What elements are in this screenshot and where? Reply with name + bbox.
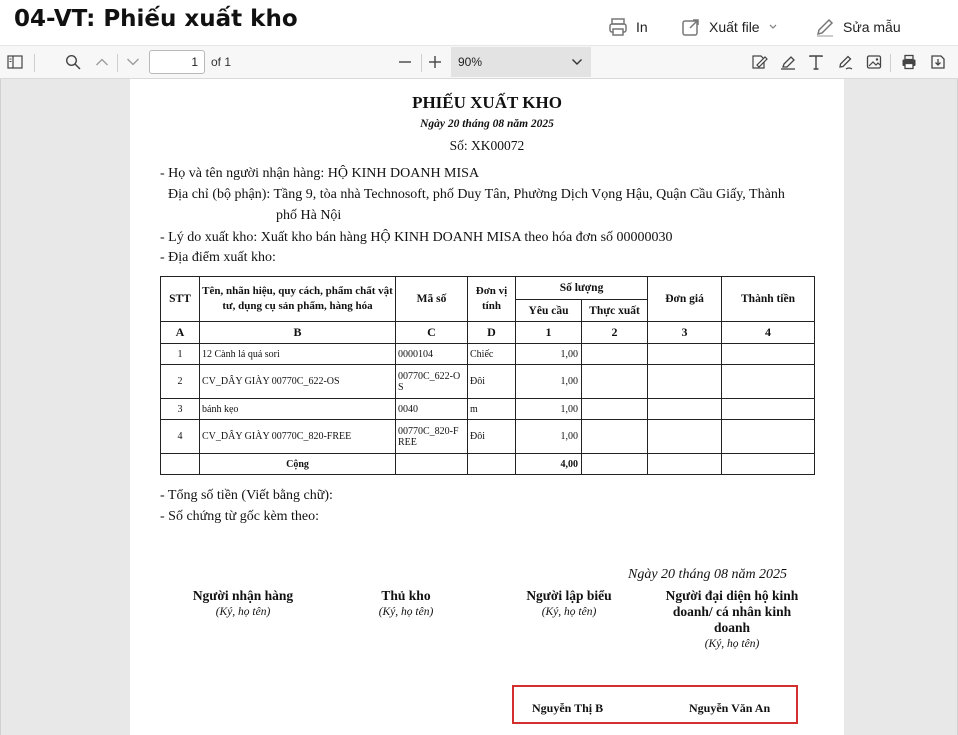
column-letter: B <box>200 322 396 344</box>
cell-stt: 1 <box>161 344 200 365</box>
cell-qty-required: 1,00 <box>516 399 582 420</box>
column-letter: A <box>161 322 200 344</box>
column-letter: 4 <box>722 322 815 344</box>
cell-qty-actual <box>582 420 648 454</box>
table-row <box>161 399 815 420</box>
document-date: Ngày 20 tháng 08 năm 2025 <box>420 118 554 130</box>
header-amount: Thành tiền <box>722 277 815 322</box>
signature-receiver <box>174 588 312 618</box>
items-table <box>160 276 815 475</box>
cell-code: 00770C_622-OS <box>396 365 468 399</box>
table-total-row <box>161 454 815 475</box>
edit-template-button[interactable] <box>815 14 901 40</box>
zoom-select[interactable] <box>451 47 591 77</box>
column-letter: 1 <box>516 322 582 344</box>
cell-amount <box>722 399 815 420</box>
image-icon[interactable] <box>863 51 885 73</box>
table-row <box>161 420 815 454</box>
signature-preparer <box>499 588 639 618</box>
address-line-2: phố Hà Nội <box>276 208 342 223</box>
cell-code <box>396 454 468 475</box>
cell-code: 0040 <box>396 399 468 420</box>
pdf-viewer[interactable] <box>0 79 958 735</box>
cell-unit: Chiếc <box>468 344 516 365</box>
pencil-icon <box>815 17 835 37</box>
cell-name: bánh kẹo <box>200 399 396 420</box>
cell-price <box>648 420 722 454</box>
title-bar <box>0 0 958 46</box>
column-letter: D <box>468 322 516 344</box>
table-row <box>161 365 815 399</box>
print-label: In <box>636 19 648 35</box>
location-line: - Địa điểm xuất kho: <box>160 250 276 265</box>
address-line-1: Địa chỉ (bộ phận): Tầng 9, tòa nhà Technosoft, phố Duy Tân, Phường Dịch Vọng Hậu, Quận Cầu Giấy, Thành <box>168 187 785 202</box>
chevron-up-icon[interactable] <box>91 51 113 73</box>
toolbar-divider <box>421 54 422 72</box>
header-qty: Số lượng <box>516 277 648 300</box>
sidebar-toggle-icon[interactable] <box>4 51 26 73</box>
total-words-line: - Tổng số tiền (Viết bằng chữ): <box>160 488 333 503</box>
document-title: PHIẾU XUẤT KHO <box>412 93 562 112</box>
pdf-page <box>130 79 844 735</box>
cell-qty-actual <box>582 344 648 365</box>
attached-docs-line: - Số chứng từ gốc kèm theo: <box>160 509 320 524</box>
edit-template-label: Sửa mẫu <box>843 19 901 35</box>
cell-qty-required: 1,00 <box>516 344 582 365</box>
signature-role: Người lập biểu <box>526 588 612 603</box>
cell-qty-actual <box>582 454 648 475</box>
cell-unit <box>468 454 516 475</box>
page-total: of 1 <box>211 55 232 69</box>
cell-unit: Đôi <box>468 365 516 399</box>
chevron-down-icon <box>571 56 583 70</box>
signature-role: Thủ kho <box>381 588 431 603</box>
toolbar-divider <box>117 54 118 72</box>
save-icon[interactable] <box>927 51 949 73</box>
signer-name-representative: Nguyễn Văn An <box>689 701 771 715</box>
chevron-down-icon <box>768 22 778 32</box>
signer-name-preparer: Nguyễn Thị B <box>532 701 604 715</box>
column-letter: C <box>396 322 468 344</box>
signature-hint: (Ký, họ tên) <box>378 606 434 618</box>
cell-unit: Đôi <box>468 420 516 454</box>
cell-price <box>648 344 722 365</box>
cell-qty-required: 1,00 <box>516 365 582 399</box>
cell-qty-actual <box>582 399 648 420</box>
header-stt: STT <box>161 277 200 322</box>
chevron-down-icon[interactable] <box>122 51 144 73</box>
header-unit: Đơn vị tính <box>468 277 516 322</box>
sign-icon[interactable] <box>749 51 771 73</box>
toolbar-divider <box>890 54 891 72</box>
cell-qty-required: 1,00 <box>516 420 582 454</box>
cell-name: CV_DÂY GIÀY 00770C_820-FREE <box>200 420 396 454</box>
recipient-line: - Họ và tên người nhận hàng: HỘ KINH DOANH MISA <box>160 166 480 181</box>
cell-stt: 2 <box>161 365 200 399</box>
plus-icon[interactable] <box>424 51 446 73</box>
cell-amount <box>722 344 815 365</box>
cell-stt <box>161 454 200 475</box>
print-button[interactable] <box>608 14 648 40</box>
export-label: Xuất file <box>709 19 760 35</box>
header-qty-actual: Thực xuất <box>582 300 648 322</box>
cell-price <box>648 399 722 420</box>
highlight-icon[interactable] <box>777 51 799 73</box>
export-file-button[interactable] <box>681 14 778 40</box>
total-label: Cộng <box>200 454 396 475</box>
header-name: Tên, nhãn hiệu, quy cách, phẩm chất vật tư, dụng cụ sản phẩm, hàng hóa <box>200 277 396 322</box>
page-number-input[interactable] <box>149 50 205 74</box>
signature-hint: (Ký, họ tên) <box>215 606 271 618</box>
text-icon[interactable] <box>805 51 827 73</box>
signature-role: Người đại diện hộ kinh doanh/ cá nhân kinh doanh <box>665 588 799 635</box>
cell-stt: 3 <box>161 399 200 420</box>
cell-qty-actual <box>582 365 648 399</box>
signature-hint: (Ký, họ tên) <box>541 606 597 618</box>
export-icon <box>681 17 701 37</box>
print-icon[interactable] <box>898 51 920 73</box>
minus-icon[interactable] <box>394 51 416 73</box>
signature-representative <box>655 588 809 650</box>
cell-name: CV_DÂY GIÀY 00770C_622-OS <box>200 365 396 399</box>
table-row <box>161 344 815 365</box>
cell-price <box>648 365 722 399</box>
signature-role: Người nhận hàng <box>192 588 294 603</box>
toolbar-divider <box>34 54 35 72</box>
cell-name: 12 Cành lá quả sori <box>200 344 396 365</box>
column-letter: 3 <box>648 322 722 344</box>
cell-amount <box>722 420 815 454</box>
page-title: 04-VT: Phiếu xuất kho <box>14 6 298 32</box>
cell-stt: 4 <box>161 420 200 454</box>
signature-hint: (Ký, họ tên) <box>704 638 760 650</box>
signature-storekeeper <box>336 588 476 618</box>
header-qty-required: Yêu cầu <box>516 300 582 322</box>
cell-unit: m <box>468 399 516 420</box>
header-price: Đơn giá <box>648 277 722 322</box>
printer-icon <box>608 17 628 37</box>
document-number: Số: XK00072 <box>449 138 525 153</box>
column-letter: 2 <box>582 322 648 344</box>
cell-amount <box>722 365 815 399</box>
cell-code: 00770C_820-FREE <box>396 420 468 454</box>
cell-amount <box>722 454 815 475</box>
pdf-toolbar <box>0 46 958 79</box>
zoom-value: 90% <box>458 55 483 69</box>
search-icon[interactable] <box>62 51 84 73</box>
signature-date: Ngày 20 tháng 08 năm 2025 <box>628 567 788 582</box>
reason-line: - Lý do xuất kho: Xuất kho bán hàng HỘ KINH DOANH MISA theo hóa đơn số 00000030 <box>160 230 673 245</box>
cell-code: 0000104 <box>396 344 468 365</box>
draw-icon[interactable] <box>834 51 856 73</box>
total-qty-required: 4,00 <box>516 454 582 475</box>
cell-price <box>648 454 722 475</box>
header-code: Mã số <box>396 277 468 322</box>
